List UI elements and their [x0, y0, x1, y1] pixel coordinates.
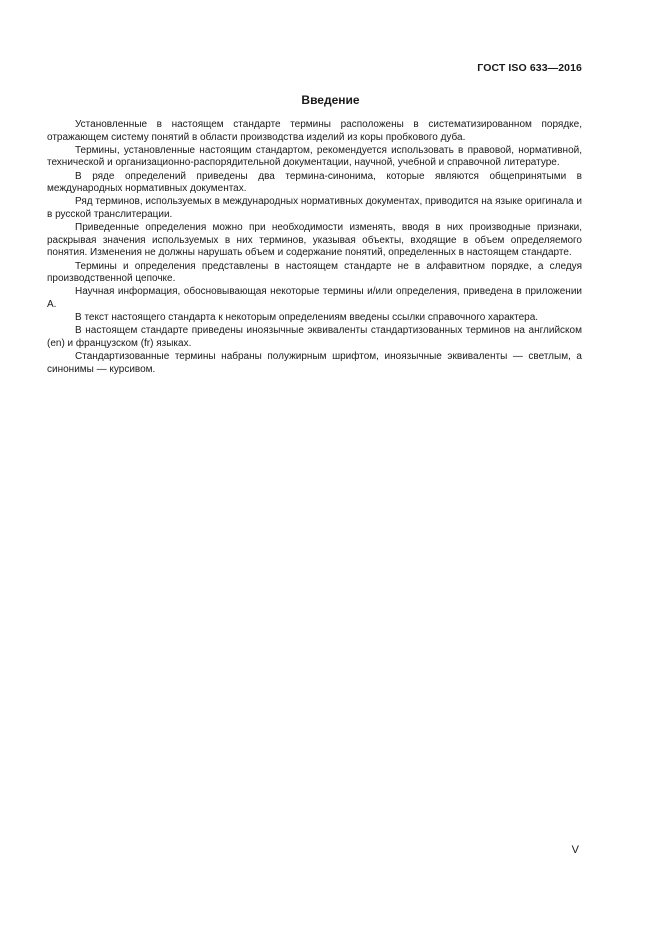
- paragraph: Научная информация, обосновывающая некоторые термины и/или определения, приведена в приложении А.: [47, 286, 582, 310]
- section-body: [47, 119, 582, 377]
- paragraph: В ряде определений приведены два термина-синонима, которые являются общепринятыми в международных нормативных документах.: [47, 170, 582, 195]
- paragraph: Термины и определения представлены в настоящем стандарте не в алфавитном порядке, а следуя производственной цепочке.: [47, 260, 582, 285]
- paragraph: Термины, установленные настоящим стандартом, рекомендуется использовать в правовой, нормативной, технической и организационно-распорядительной документации, научной, учебной и справочной литературе.: [47, 144, 582, 169]
- paragraph: Стандартизованные термины набраны полужирным шрифтом, иноязычные эквиваленты — светлым, а синонимы — курсивом.: [47, 351, 582, 375]
- paragraph: В текст настоящего стандарта к некоторым определениям введены ссылки справочного характера.: [75, 312, 539, 324]
- section-title: Введение: [301, 93, 360, 107]
- paragraph: Ряд терминов, используемых в международных нормативных документах, приводится на языке оригинала и в русской транслитерации.: [47, 196, 582, 220]
- page-number: V: [571, 844, 579, 856]
- document-code: ГОСТ ISO 633—2016: [477, 62, 582, 74]
- paragraph: В настоящем стандарте приведены иноязычные эквиваленты стандартизованных терминов на английском (en) и французском (fr) языках.: [47, 325, 582, 349]
- paragraph: Приведенные определения можно при необходимости изменять, вводя в них производные признаки, раскрывая значения используемых в них терминов, указывая объекты, входящие в объем определяемого понятия. Изменения не должны нарушать объем и содержание понятий, определенных в настоящем стандарте.: [47, 222, 582, 259]
- paragraph: Установленные в настоящем стандарте термины расположены в систематизированном порядке, отражающем систему понятий в области производства изделий из коры пробкового дуба.: [47, 119, 582, 143]
